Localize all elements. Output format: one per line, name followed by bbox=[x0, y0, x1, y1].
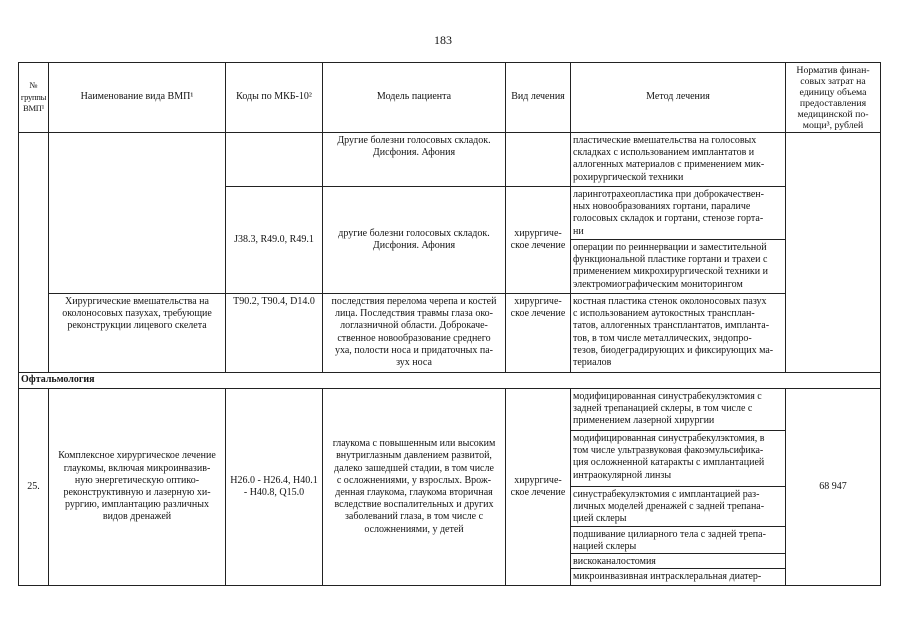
icd-codes-cell bbox=[225, 132, 323, 187]
icd-codes-cell: H26.0 - H26.4, H40.1 - H40.8, Q15.0 bbox=[225, 388, 323, 586]
header-patient-model: Модель пациента bbox=[322, 62, 506, 133]
group-number-cell: 25. bbox=[18, 388, 49, 586]
treatment-method-cell: операции по реиннервации и заместительной функциональной пластике гортани и трахеи с применением микрохирургической техники и электромиографическим мониторингом bbox=[570, 239, 786, 294]
header-treatment-method: Метод лечения bbox=[570, 62, 786, 133]
vmp-name-cell: Хирургические вмешательства на околоносовых пазухах, требующие реконструкции лицевого скелета bbox=[48, 293, 226, 373]
header-icd-codes: Коды по МКБ-10² bbox=[225, 62, 323, 133]
header-vmp-name: Наименование вида ВМП¹ bbox=[48, 62, 226, 133]
treatment-method-cell: модифицированная синустрабекулэктомия с задней трепанацией склеры, в том числе с применением лазерной хирургии bbox=[570, 388, 786, 431]
patient-model-cell: Другие болезни голосовых складок. Дисфония. Афония bbox=[322, 132, 506, 187]
treatment-type-cell: хирургиче- ское лечение bbox=[505, 388, 571, 586]
vmp-name-cell bbox=[48, 132, 226, 294]
treatment-method-cell: пластические вмешательства на голосовых складках с использованием имплантатов и аллогенных материалов с применением мик- рохирургической техники bbox=[570, 132, 786, 187]
cost-norm-cell bbox=[785, 132, 881, 373]
vmp-name-cell: Комплексное хирургическое лечение глаукомы, включая микроинвазив- ную энергетическую оптико- реконструктивную и лазерную хи- рургию, имплантацию различных видов дренажей bbox=[48, 388, 226, 586]
page-number: 183 bbox=[434, 33, 452, 47]
header-cost-norm: Норматив финан- совых затрат на единицу объема предоставления медицинской по- мощи³, рублей bbox=[785, 62, 881, 133]
header-group-number: № группы ВМП¹ bbox=[18, 62, 49, 133]
header-treatment-type: Вид лечения bbox=[505, 62, 571, 133]
treatment-method-cell: синустрабекулэктомия с имплантацией раз- личных моделей дренажей с задней трепана- цией склеры bbox=[570, 486, 786, 527]
cost-norm-cell: 68 947 bbox=[785, 388, 881, 586]
section-title: Офтальмология bbox=[18, 372, 881, 389]
treatment-method-cell: модифицированная синустрабекулэктомия, в том числе ультразвуковая факоэмульсифика- ция осложненной катаракты с имплантацией интраокулярной линзы bbox=[570, 430, 786, 487]
treatment-type-cell: хирургиче- ское лечение bbox=[505, 186, 571, 294]
treatment-method-cell: микроинвазивная интрасклеральная диатер- bbox=[570, 568, 786, 586]
treatment-type-cell bbox=[505, 132, 571, 187]
treatment-method-cell: ларинготрахеопластика при доброкачествен- ных новообразованиях гортани, параличе голосовых складок и гортани, стенозе горта- ни bbox=[570, 186, 786, 240]
treatment-method-cell: костная пластика стенок околоносовых пазух с использованием аутокостных трансплан- татов, аллогенных трансплантатов, импланта- тов, в том числе металлических, эндопро- тезов, биодеградирующих и фиксирующих ма- териалов bbox=[570, 293, 786, 373]
patient-model-cell: другие болезни голосовых складок. Дисфония. Афония bbox=[322, 186, 506, 294]
treatment-method-cell: подшивание цилиарного тела с задней трепа- нацией склеры bbox=[570, 526, 786, 554]
icd-codes-cell: T90.2, T90.4, D14.0 bbox=[225, 293, 323, 373]
treatment-type-cell: хирургиче- ское лечение bbox=[505, 293, 571, 373]
patient-model-cell: последствия перелома черепа и костей лица. Последствия травмы глаза око- логлазничной области. Доброкаче- ственное новообразование среднего уха, полости носа и придаточных па- зух носа bbox=[322, 293, 506, 373]
icd-codes-cell: J38.3, R49.0, R49.1 bbox=[225, 186, 323, 294]
patient-model-cell: глаукома с повышенным или высоким внутриглазным давлением развитой, далеко зашедшей стадии, в том числе с осложнениями, у взрослых. Врож- денная глаукома, глаукома вторичная вследствие воспалительных и других заболеваний глаза, в том числе с осложнениями, у детей bbox=[322, 388, 506, 586]
treatment-method-cell: вискоканалостомия bbox=[570, 553, 786, 569]
group-number-cell bbox=[18, 132, 49, 373]
